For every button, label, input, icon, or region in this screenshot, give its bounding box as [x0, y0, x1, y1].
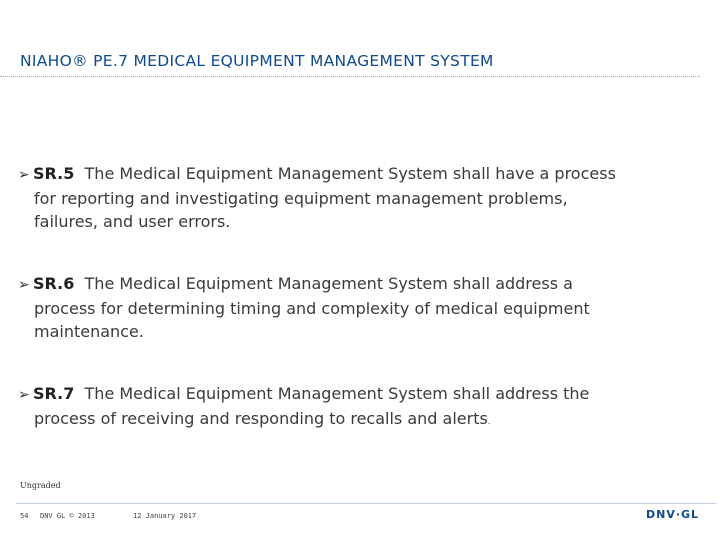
- trailing-period: .: [487, 417, 491, 426]
- page-title: NIAHO® PE.7 MEDICAL EQUIPMENT MANAGEMENT SYSTEM: [20, 52, 494, 70]
- requirement-sr7: [18, 382, 708, 433]
- classification-label: Ungraded: [20, 481, 61, 490]
- requirement-text-line: maintenance.: [34, 322, 144, 341]
- dnv-gl-logo: DNV·GL: [646, 508, 700, 521]
- requirement-text-line: process for determining timing and complexity of medical equipment: [34, 299, 590, 318]
- arrow-bullet-icon: ➢: [18, 277, 30, 293]
- copyright: DNV GL © 2013: [40, 512, 95, 520]
- requirement-text-line: The Medical Equipment Management System shall address the: [84, 384, 590, 403]
- requirement-text-line: for reporting and investigating equipment management problems,: [34, 189, 568, 208]
- requirement-code: SR.7: [33, 384, 75, 403]
- requirement-sr6: [18, 272, 708, 343]
- page-number: 54: [20, 512, 29, 520]
- requirement-code: SR.6: [33, 274, 75, 293]
- arrow-bullet-icon: ➢: [18, 387, 30, 403]
- footer-divider: [16, 503, 716, 504]
- arrow-bullet-icon: ➢: [18, 167, 30, 183]
- footer-date: 12 January 2017: [133, 512, 197, 520]
- title-divider: [0, 76, 700, 77]
- requirement-text-line: failures, and user errors.: [34, 212, 231, 231]
- requirement-code: SR.5: [33, 164, 75, 183]
- requirement-text-line: process of receiving and responding to recalls and alerts: [34, 409, 488, 428]
- requirement-text-line: The Medical Equipment Management System shall address a: [84, 274, 573, 293]
- requirement-text-line: The Medical Equipment Management System shall have a process: [84, 164, 616, 183]
- requirement-sr5: [18, 162, 708, 233]
